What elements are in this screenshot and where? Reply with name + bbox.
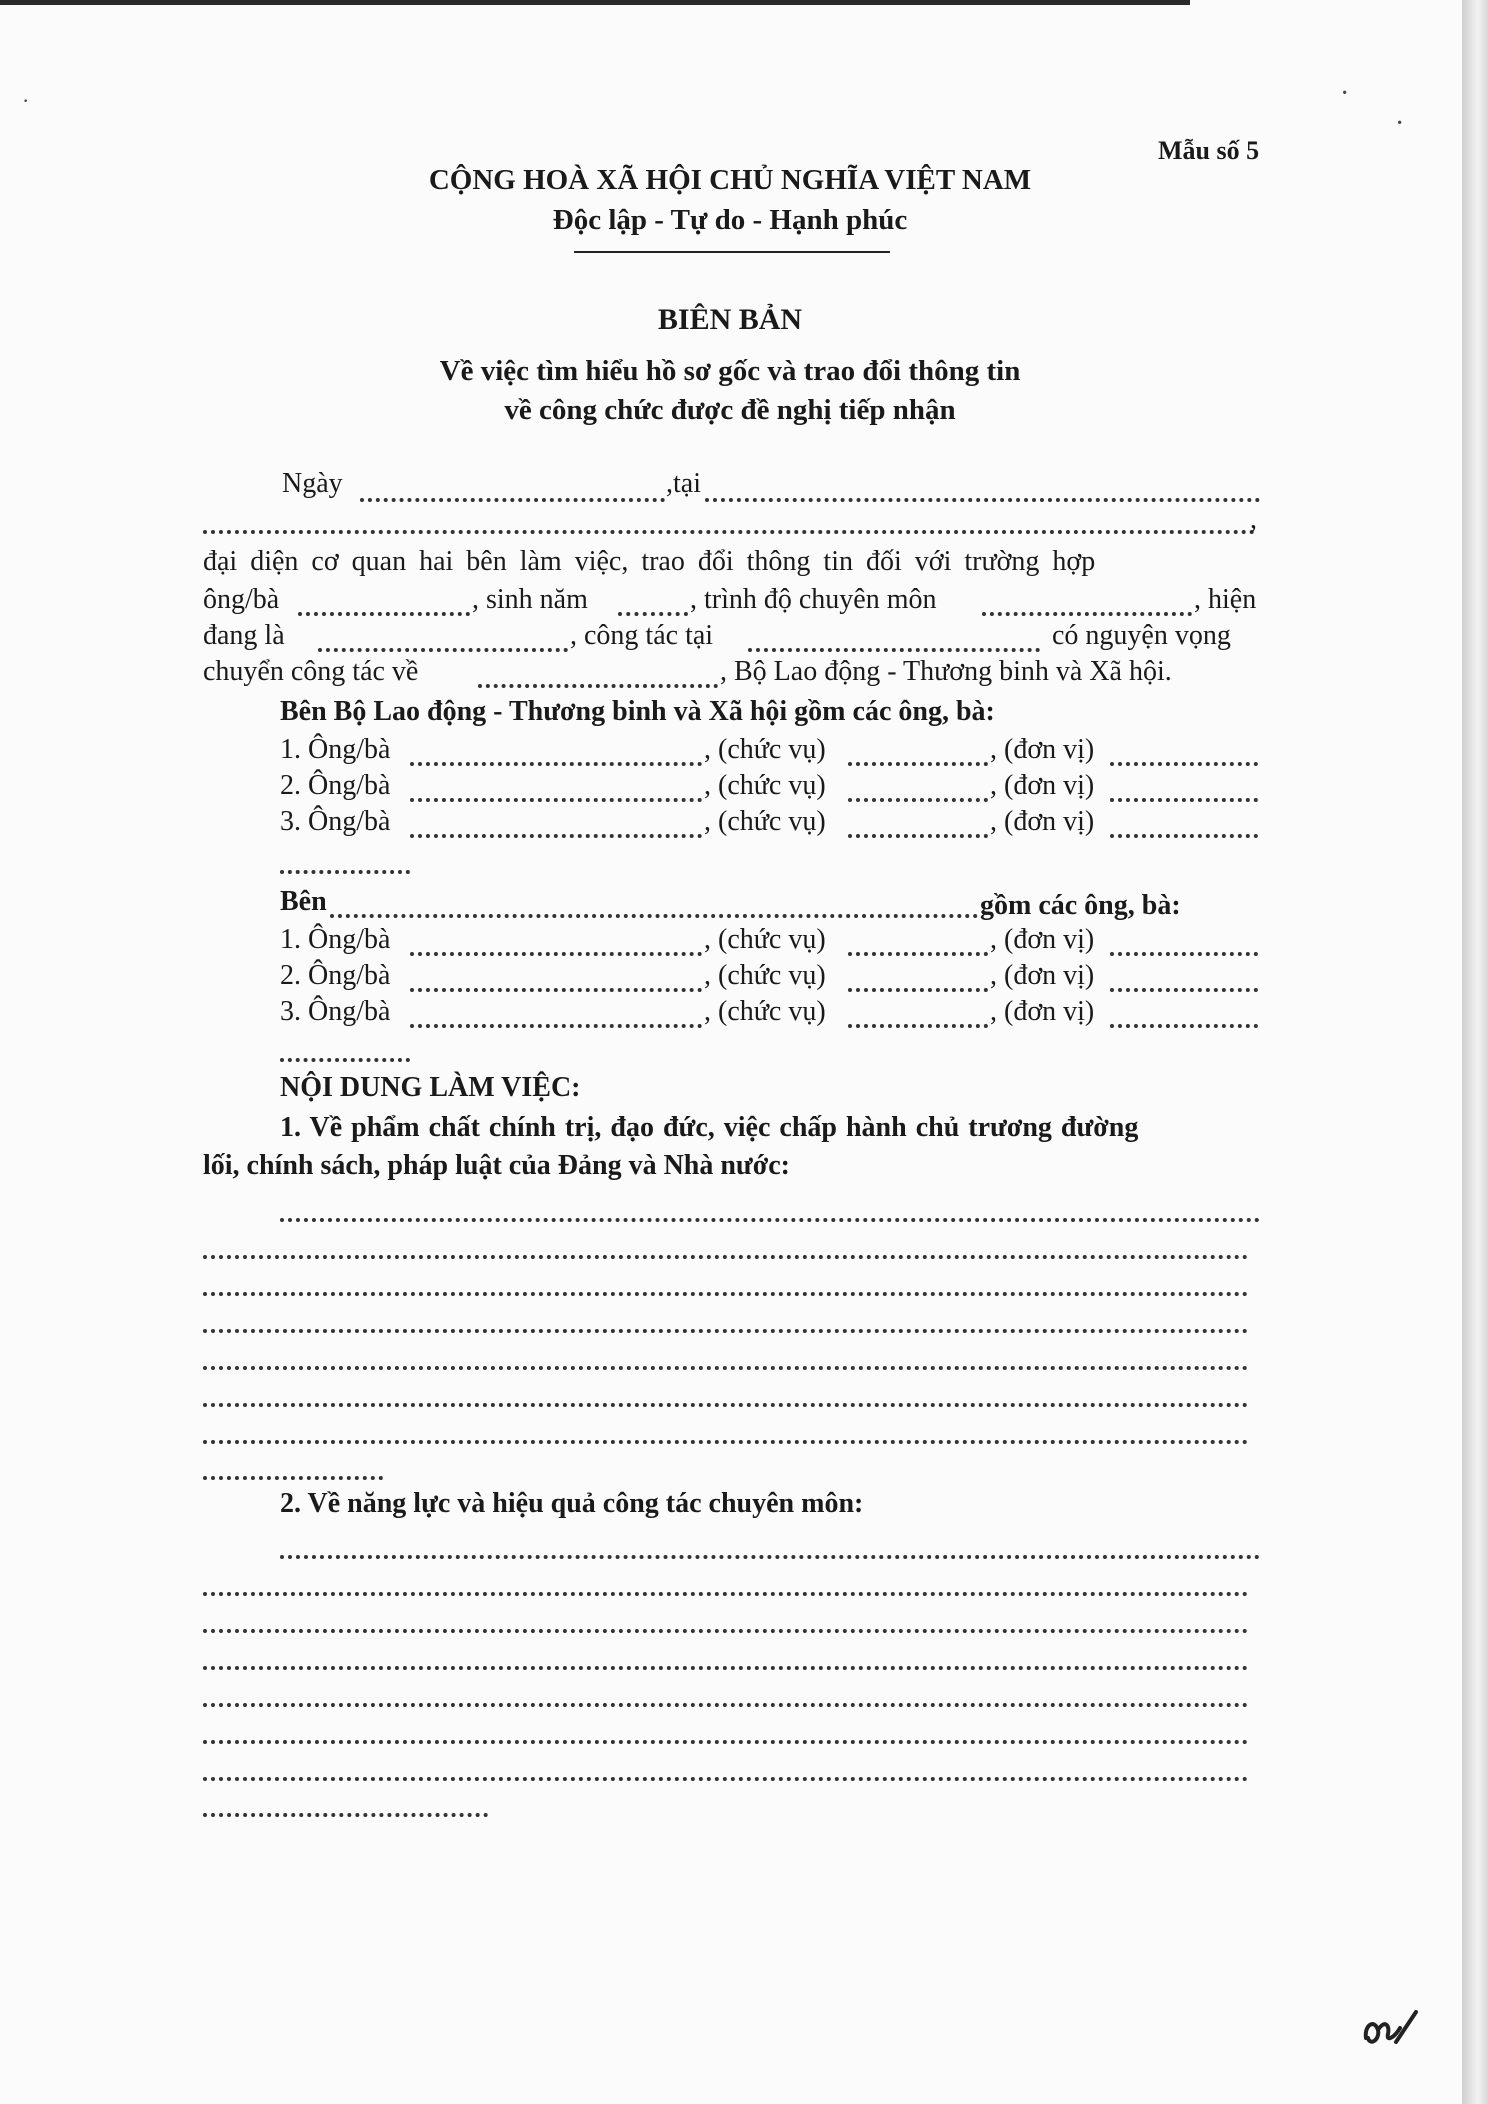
position-field[interactable] [318,648,568,652]
scan-speck: · [1395,108,1405,139]
national-motto: Độc lập - Tự do - Hạnh phúc [552,204,908,236]
scan-speck: · [1340,78,1350,109]
item-2-answer-line[interactable] [203,1777,1248,1781]
scan-page-edge [1462,0,1488,2104]
party-2-row-2-title-label: , (chức vụ) [704,960,826,991]
qualification-field[interactable] [982,612,1192,616]
item-1-answer-line[interactable] [203,1255,1248,1259]
party-2-extra-field[interactable] [280,1058,410,1062]
item-2-answer-line[interactable] [203,1592,1248,1596]
party-1-row-3-unit-field[interactable] [1110,834,1258,838]
item-1-answer-line[interactable] [203,1476,383,1480]
motto-underline [574,251,890,253]
party-2-row-3-unit-label: , (đơn vị) [990,996,1095,1027]
workplace-field[interactable] [748,648,1040,652]
party-2-row-2-title-field[interactable] [848,988,988,992]
party-1-row-3-title-field[interactable] [848,834,988,838]
place-field[interactable] [705,498,1260,502]
transfer-label: chuyển công tác về [203,656,419,687]
party-1-row-3-title-label: , (chức vụ) [704,806,826,837]
party-2-row-1-unit-label: , (đơn vị) [990,924,1095,955]
party-2-row-2-label: 2. Ông/bà [280,960,391,991]
place-field-continuation[interactable] [203,530,1255,534]
party-2-row-1-title-field[interactable] [848,952,988,956]
party-2-row-3-label: 3. Ông/bà [280,996,391,1027]
transfer-field[interactable] [478,684,718,688]
item-1-answer-line[interactable] [203,1440,1248,1444]
current-label: , hiện [1194,584,1257,615]
party-1-row-2-unit-label: , (đơn vị) [990,770,1095,801]
party-1-row-2-title-label: , (chức vụ) [704,770,826,801]
party-1-row-3-unit-label: , (đơn vị) [990,806,1095,837]
document-title: BIÊN BẢN [657,303,803,336]
item-1-answer-line[interactable] [203,1292,1248,1296]
party-1-row-1-label: 1. Ông/bà [280,734,391,765]
handwritten-initials-mark [1360,2008,1420,2054]
party-2-row-1-label: 1. Ông/bà [280,924,391,955]
comma: , [1250,504,1257,535]
national-title: CỘNG HOÀ XÃ HỘI CHỦ NGHĨA VIỆT NAM [428,164,1032,196]
party-2-row-1-name-field[interactable] [410,952,702,956]
item-1-title-line-2: lối, chính sách, pháp luật của Đảng và Nhà nước: [203,1150,790,1181]
wish-label: có nguyện vọng [1052,620,1231,651]
qualification-label: , trình độ chuyên môn [690,584,937,615]
party-2-row-1-unit-field[interactable] [1110,952,1258,956]
form-number: Mẫu số 5 [1158,136,1260,165]
item-2-answer-line[interactable] [280,1555,1260,1559]
date-field[interactable] [360,498,665,502]
item-2-answer-line[interactable] [203,1813,488,1817]
party-1-row-2-unit-field[interactable] [1110,798,1258,802]
scan-speck: · [22,88,30,113]
party-2-row-2-name-field[interactable] [410,988,702,992]
party-1-row-3-name-field[interactable] [410,834,702,838]
item-1-answer-line[interactable] [203,1366,1248,1370]
intro-line-1: đại diện cơ quan hai bên làm việc, trao đổi thông tin đối với trường hợp [203,546,1096,577]
party-1-row-2-title-field[interactable] [848,798,988,802]
party-1-row-1-name-field[interactable] [410,762,702,766]
date-label: Ngày [282,468,343,499]
party-1-extra-field[interactable] [280,870,410,874]
birth-year-field[interactable] [618,612,688,616]
name-label: ông/bà [203,584,280,615]
item-1-answer-line[interactable] [280,1218,1260,1222]
party-1-heading: Bên Bộ Lao động - Thương binh và Xã hội gồm các ông, bà: [280,696,995,727]
item-1-title-line-1: 1. Về phẩm chất chính trị, đạo đức, việc chấp hành chủ trương đường [280,1112,1139,1143]
place-label: ,tại [666,468,701,499]
item-2-answer-line[interactable] [203,1703,1248,1707]
party-2-heading-suffix: gồm các ông, bà: [980,890,1181,921]
section-heading: NỘI DUNG LÀM VIỆC: [280,1072,581,1103]
party-1-row-1-title-field[interactable] [848,762,988,766]
item-2-title: 2. Về năng lực và hiệu quả công tác chuyên môn: [280,1488,864,1519]
party-1-row-2-label: 2. Ông/bà [280,770,391,801]
document-subtitle-line-2: về công chức được đề nghị tiếp nhận [504,394,956,426]
party-1-row-1-unit-label: , (đơn vị) [990,734,1095,765]
party-2-row-2-unit-field[interactable] [1110,988,1258,992]
item-2-answer-line[interactable] [203,1666,1248,1670]
party-2-row-3-title-label: , (chức vụ) [704,996,826,1027]
document-subtitle-line-1: Về việc tìm hiểu hồ sơ gốc và trao đổi thông tin [439,355,1021,387]
scan-top-border [0,0,1190,5]
party-1-row-2-name-field[interactable] [410,798,702,802]
party-2-name-field[interactable] [330,914,978,918]
ministry-text: , Bộ Lao động - Thương binh và Xã hội. [720,656,1172,687]
workplace-label: , công tác tại [570,620,714,651]
party-2-row-1-title-label: , (chức vụ) [704,924,826,955]
birth-year-label: , sinh năm [472,584,588,615]
position-label: đang là [203,620,285,651]
party-2-label: Bên [280,886,327,917]
party-1-row-1-unit-field[interactable] [1110,762,1258,766]
party-2-row-2-unit-label: , (đơn vị) [990,960,1095,991]
party-2-row-3-name-field[interactable] [410,1024,702,1028]
party-2-row-3-unit-field[interactable] [1110,1024,1258,1028]
party-1-row-3-label: 3. Ông/bà [280,806,391,837]
party-1-row-1-title-label: , (chức vụ) [704,734,826,765]
party-2-row-3-title-field[interactable] [848,1024,988,1028]
name-field[interactable] [298,612,470,616]
item-1-answer-line[interactable] [203,1403,1248,1407]
item-2-answer-line[interactable] [203,1629,1248,1633]
item-2-answer-line[interactable] [203,1740,1248,1744]
item-1-answer-line[interactable] [203,1329,1248,1333]
